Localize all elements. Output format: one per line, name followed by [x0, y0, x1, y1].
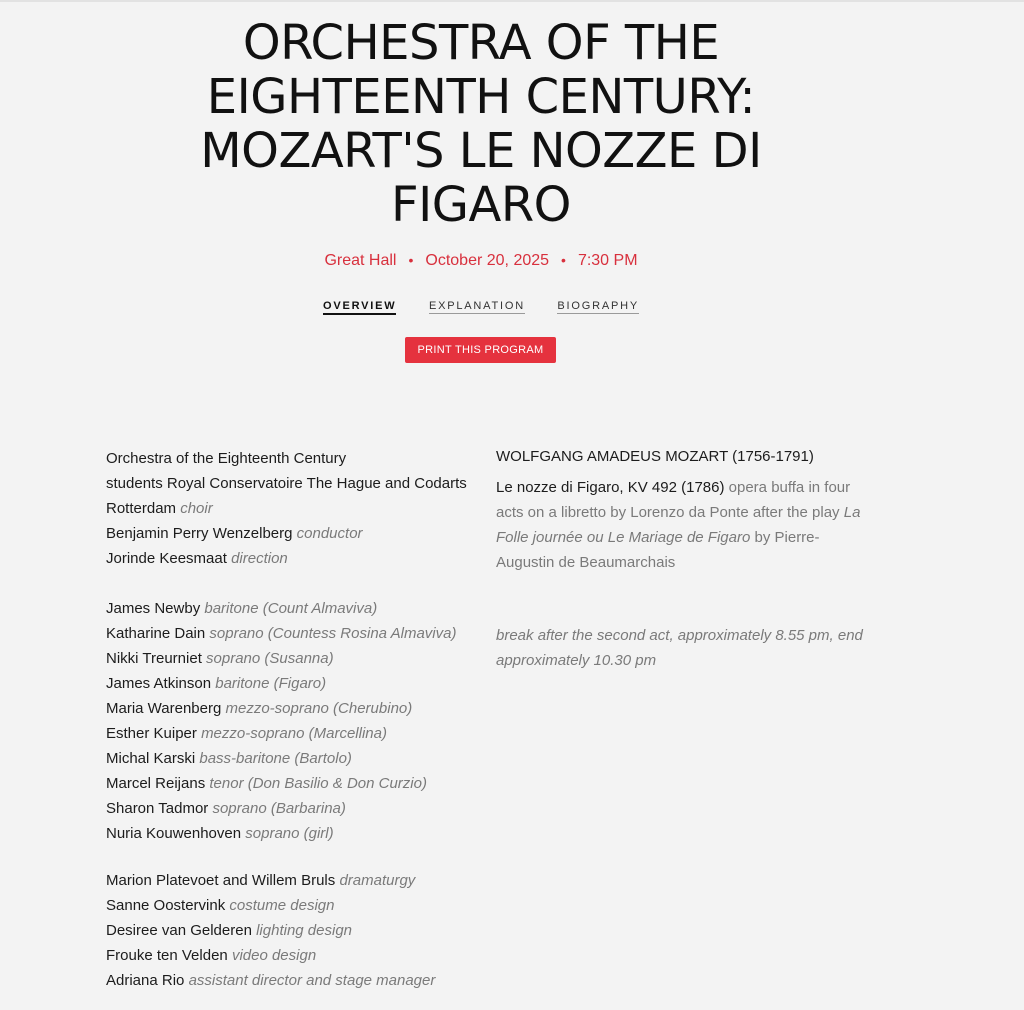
crew-role: video design [231, 947, 317, 964]
separator-dot: • [408, 252, 414, 268]
crew-name: Frouke ten Velden [106, 947, 228, 964]
credit-line [106, 521, 486, 546]
cast-name: Maria Warenberg [106, 700, 222, 717]
top-divider [0, 0, 1024, 2]
cast-line [106, 796, 486, 821]
cast-role: soprano (Countess Rosina Almaviva) [209, 625, 457, 642]
event-meta [0, 252, 962, 270]
credit-line [106, 546, 486, 571]
work-title: Le nozze di Figaro, KV 492 (1786) [496, 479, 725, 496]
cast-line [106, 746, 486, 771]
composer-heading: WOLFGANG AMADEUS MOZART (1756-1791) [496, 448, 814, 465]
crew-name: Marion Platevoet and Willem Bruls [106, 872, 336, 889]
program-info [496, 444, 866, 673]
work-genre: opera buffa in four acts on a libretto by Lorenzo da Ponte after the play [496, 479, 851, 521]
crew-line [106, 893, 486, 918]
cast-role: bass-baritone (Bartolo) [199, 750, 352, 767]
crew-line [106, 868, 486, 893]
cast-role: soprano (Susanna) [206, 650, 334, 667]
section-spacer [106, 846, 486, 868]
cast-role: soprano (Barbarina) [212, 800, 346, 817]
tab-explanation[interactable]: EXPLANATION [428, 300, 525, 312]
cast-role: baritone (Count Almaviva) [204, 600, 378, 617]
crew-line [106, 918, 486, 943]
crew-name: Desiree van Gelderen [106, 922, 252, 939]
credit-name: Orchestra of the Eighteenth Century [106, 450, 347, 467]
crew-role: dramaturgy [339, 872, 416, 889]
crew-role: lighting design [256, 922, 352, 939]
credit-name: Jorinde Keesmaat [106, 550, 227, 567]
source-author: by Pierre-Augustin de Beaumarchais [496, 529, 820, 571]
crew-line [106, 943, 486, 968]
section-spacer [106, 571, 486, 596]
crew-line [106, 968, 486, 993]
cast-name: Katharine Dain [106, 625, 206, 642]
credits-list [106, 446, 486, 993]
date-label: October 20, 2025 [425, 252, 550, 269]
tab-biography[interactable]: BIOGRAPHY [557, 300, 640, 312]
cast-line [106, 671, 486, 696]
venue-label: Great Hall [324, 252, 397, 269]
cast-name: Nuria Kouwenhoven [106, 825, 242, 842]
cast-name: Esther Kuiper [106, 725, 197, 742]
cast-name: James Atkinson [106, 675, 212, 692]
cast-line [106, 721, 486, 746]
cast-name: Sharon Tadmor [106, 800, 209, 817]
crew-name: Sanne Oostervink [106, 897, 226, 914]
credit-line [106, 471, 486, 521]
cast-line [106, 771, 486, 796]
print-program-button[interactable]: PRINT THIS PROGRAM [405, 337, 556, 363]
break-note: break after the second act, approximately 8.55 pm, end approximately 10.30 pm [496, 627, 863, 669]
cast-role: soprano (girl) [245, 825, 334, 842]
cast-name: Marcel Reijans [106, 775, 206, 792]
cast-line [106, 621, 486, 646]
cast-role: tenor (Don Basilio & Don Curzio) [209, 775, 427, 792]
cast-role: mezzo-soprano (Cherubino) [225, 700, 413, 717]
work-description [496, 475, 866, 575]
cast-line [106, 696, 486, 721]
credit-role: conductor [296, 525, 363, 542]
cast-role: baritone (Figaro) [215, 675, 327, 692]
crew-role: costume design [229, 897, 335, 914]
credit-role: direction [231, 550, 288, 567]
cast-role: mezzo-soprano (Marcellina) [201, 725, 387, 742]
credit-line [106, 446, 486, 471]
cast-line [106, 646, 486, 671]
separator-dot: • [561, 252, 566, 268]
source-play: La Folle journée ou Le Mariage de Figaro [496, 504, 861, 546]
credit-role: choir [180, 500, 213, 517]
cast-name: Nikki Treurniet [106, 650, 202, 667]
program-tabs [0, 296, 962, 315]
crew-role: assistant director and stage manager [188, 972, 436, 989]
time-label: 7:30 PM [577, 252, 638, 269]
crew-name: Adriana Rio [106, 972, 185, 989]
credit-name: Benjamin Perry Wenzelberg [106, 525, 293, 542]
cast-line [106, 596, 486, 621]
cast-name: James Newby [106, 600, 201, 617]
cast-name: Michal Karski [106, 750, 196, 767]
page-title: ORCHESTRA OF THE EIGHTEENTH CENTURY: MOZART'S LE NOZZE DI FIGARO [200, 15, 762, 233]
tab-overview[interactable]: OVERVIEW [323, 300, 397, 315]
cast-line [106, 821, 486, 846]
credit-name: students Royal Conservatoire The Hague and Codarts Rotterdam [106, 475, 467, 517]
